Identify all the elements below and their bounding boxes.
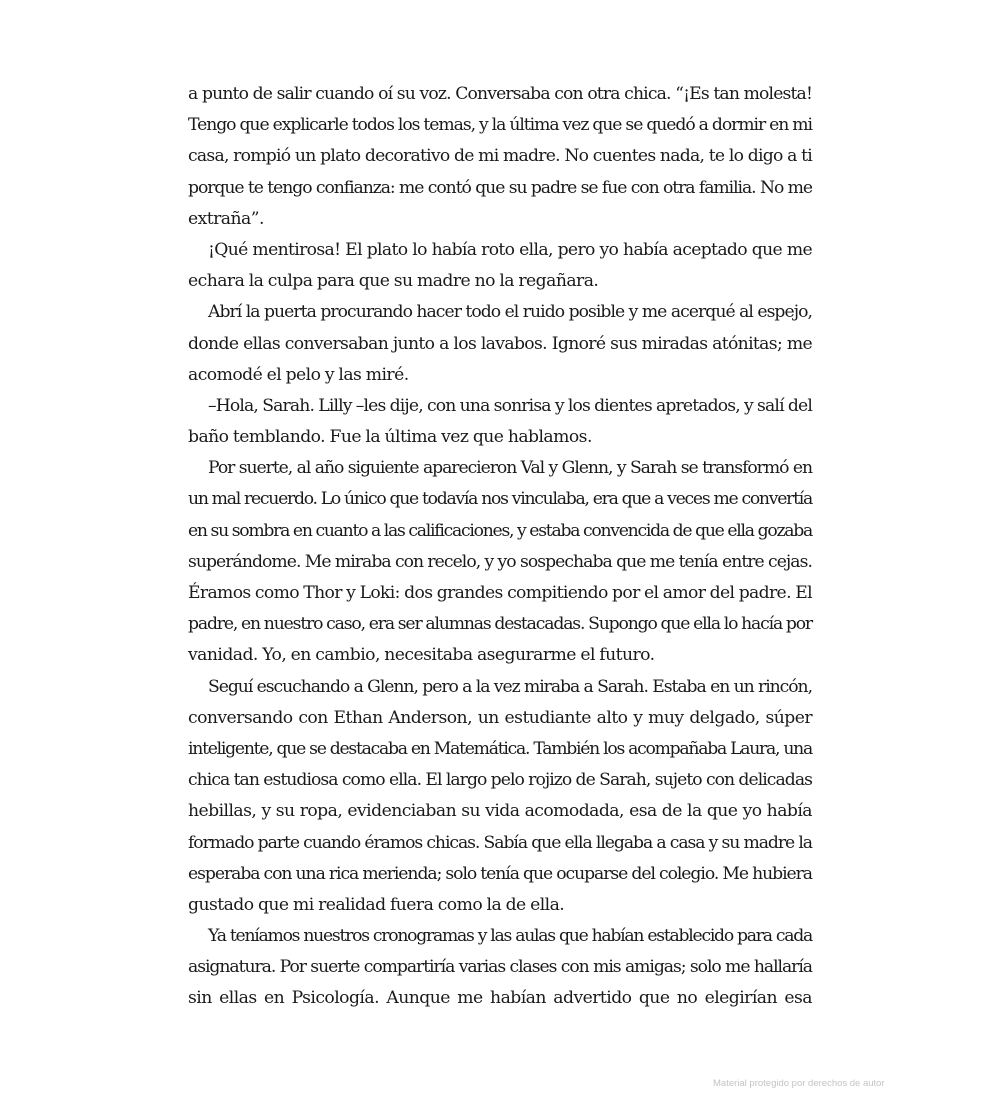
text-line: Seguí escuchando a Glenn, pero a la vez miraba a Sarah. Estaba en un rincón, <box>208 676 812 697</box>
text-line: asignatura. Por suerte compartiría varias clases con mis amigas; solo me hallaría <box>188 957 812 978</box>
text-line: en su sombra en cuanto a las calificaciones, y estaba convencida de que ella gozaba <box>188 520 812 541</box>
paragraph <box>188 297 812 391</box>
text-line: sin ellas en Psicología. Aunque me habían advertido que no elegirían esa <box>188 988 812 1009</box>
text-line: casa, rompió un plato decorativo de mi madre. No cuentes nada, te lo digo a ti <box>188 146 812 167</box>
text-line: vanidad. Yo, en cambio, necesitaba asegurarme el futuro. <box>188 645 655 666</box>
paragraph <box>188 79 812 235</box>
text-line: Por suerte, al año siguiente aparecieron Val y Glenn, y Sarah se transformó en <box>208 458 812 479</box>
text-line: Abrí la puerta procurando hacer todo el ruido posible y me acerqué al espejo, <box>208 302 812 323</box>
text-line: porque te tengo confianza: me contó que su padre se fue con otra familia. No me <box>188 177 812 198</box>
text-line: formado parte cuando éramos chicas. Sabía que ella llegaba a casa y su madre la <box>188 832 812 853</box>
text-line: esperaba con una rica merienda; solo tenía que ocuparse del colegio. Me hubiera <box>188 863 812 884</box>
text-line: extraña”. <box>188 208 264 229</box>
text-line: gustado que mi realidad fuera como la de ella. <box>188 894 565 915</box>
copyright-watermark: Material protegido por derechos de autor <box>713 1078 885 1089</box>
text-line: acomodé el pelo y las miré. <box>188 364 409 385</box>
text-line: baño temblando. Fue la última vez que hablamos. <box>188 427 592 448</box>
text-line: –Hola, Sarah. Lilly –les dije, con una sonrisa y los dientes apretados, y salí del <box>208 395 812 416</box>
text-line: a punto de salir cuando oí su voz. Conversaba con otra chica. “¡Es tan molesta! <box>188 84 812 104</box>
text-line: inteligente, que se destacaba en Matemática. También los acompañaba Laura, una <box>188 738 812 759</box>
text-line: Éramos como Thor y Loki: dos grandes compitiendo por el amor del padre. El <box>188 583 812 603</box>
text-line: chica tan estudiosa como ella. El largo pelo rojizo de Sarah, sujeto con delicadas <box>188 770 812 791</box>
text-line: padre, en nuestro caso, era ser alumnas destacadas. Supongo que ella lo hacía por <box>188 614 812 635</box>
paragraph <box>188 235 812 297</box>
paragraph <box>188 921 812 1015</box>
text-line: conversando con Ethan Anderson, un estudiante alto y muy delgado, súper <box>188 707 812 728</box>
text-line: echara la culpa para que su madre no la regañara. <box>188 271 599 292</box>
paragraph <box>188 453 812 671</box>
text-line: ¡Qué mentirosa! El plato lo había roto ella, pero yo había aceptado que me <box>208 239 812 260</box>
text-line: Tengo que explicarle todos los temas, y la última vez que se quedó a dormir en mi <box>188 115 812 136</box>
text-line: un mal recuerdo. Lo único que todavía nos vinculaba, era que a veces me convertía <box>188 489 812 510</box>
paragraph <box>188 391 812 453</box>
text-line: donde ellas conversaban junto a los lavabos. Ignoré sus miradas atónitas; me <box>188 333 812 354</box>
text-line: Ya teníamos nuestros cronogramas y las aulas que habían establecido para cada <box>208 926 812 947</box>
text-line: superándome. Me miraba con recelo, y yo sospechaba que me tenía entre cejas. <box>188 551 812 572</box>
body-text <box>188 79 812 1015</box>
text-line: hebillas, y su ropa, evidenciaban su vida acomodada, esa de la que yo había <box>188 801 812 822</box>
paragraph <box>188 672 812 922</box>
